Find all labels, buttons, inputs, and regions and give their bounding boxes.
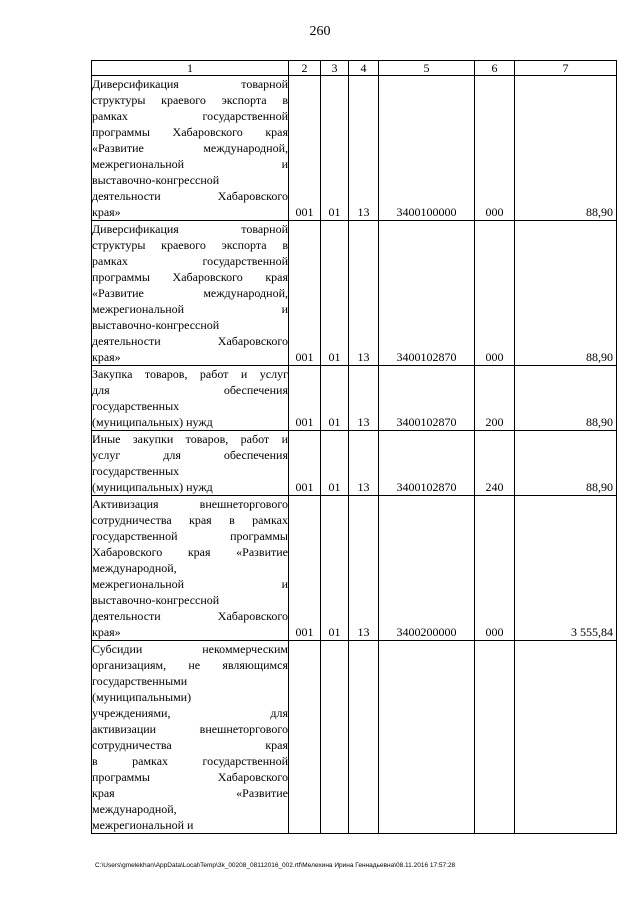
description-line: Субсидии некоммерческим — [92, 642, 288, 656]
description-line: Закупка товаров, работ и услуг — [92, 367, 288, 381]
amount-cell: 88,90 — [515, 221, 617, 366]
subsection-cell — [349, 641, 379, 834]
description-line: межрегиональной и — [92, 302, 288, 316]
table-row — [92, 76, 617, 221]
admin-code-cell: 001 — [289, 221, 321, 366]
page-number: 260 — [309, 24, 331, 39]
header-cell: 2 — [289, 61, 321, 76]
target-article-cell: 3400100000 — [379, 76, 475, 221]
description-line: Иные закупки товаров, работ и — [92, 432, 288, 446]
subsection-cell: 13 — [349, 366, 379, 431]
description-line: активизации внешнеторгового — [92, 722, 288, 736]
description-line: Диверсификация товарной — [92, 222, 288, 236]
description-line: программы Хабаровского — [92, 770, 288, 784]
section-cell: 01 — [321, 431, 349, 496]
description-line: деятельности Хабаровского — [92, 189, 288, 203]
description-line: государственных — [92, 399, 180, 413]
row-description — [92, 221, 289, 366]
section-cell: 01 — [321, 221, 349, 366]
expense-type-cell: 200 — [475, 366, 515, 431]
description-line: структуры краевого экспорта в — [92, 238, 288, 252]
amount-cell: 88,90 — [515, 431, 617, 496]
subsection-cell: 13 — [349, 76, 379, 221]
description-line: Диверсификация товарной — [92, 77, 288, 91]
description-line: межрегиональной и — [92, 157, 288, 171]
description-line: выставочно-конгрессной — [92, 173, 220, 187]
description-line: государственной программы — [92, 529, 288, 543]
subsection-cell: 13 — [349, 496, 379, 641]
description-line: организациям, не являющимся — [92, 658, 288, 672]
admin-code-cell: 001 — [289, 76, 321, 221]
section-cell: 01 — [321, 496, 349, 641]
description-line: края» — [92, 625, 121, 639]
description-line: «Развитие международной, — [92, 141, 288, 155]
description-line: (муниципальными) — [92, 690, 192, 704]
section-cell: 01 — [321, 76, 349, 221]
description-line: «Развитие международной, — [92, 286, 288, 300]
header-cell: 3 — [321, 61, 349, 76]
description-line: государственными — [92, 674, 188, 688]
admin-code-cell: 001 — [289, 431, 321, 496]
target-article-cell: 3400102870 — [379, 366, 475, 431]
description-line: края» — [92, 205, 121, 219]
description-line: сотрудничества края — [92, 738, 288, 752]
table-row — [92, 221, 617, 366]
description-line: (муниципальных) нужд — [92, 480, 213, 494]
description-line: программы Хабаровского края — [92, 270, 288, 284]
description-line: услуг для обеспечения — [92, 448, 288, 462]
amount-cell: 88,90 — [515, 366, 617, 431]
header-cell: 5 — [379, 61, 475, 76]
row-description — [92, 431, 289, 496]
admin-code-cell — [289, 641, 321, 834]
description-line: рамках государственной — [92, 109, 288, 123]
expense-type-cell: 000 — [475, 496, 515, 641]
admin-code-cell: 001 — [289, 496, 321, 641]
description-line: международной, — [92, 802, 177, 816]
file-path-footer: C:\Users\gmelekhan\AppData\Local\Temp\3k_00208_08112016_002.rtf\Мелехина Ирина Геннадьевна\08.11.2016 17:57:28 — [95, 862, 456, 869]
header-row — [92, 61, 617, 76]
expense-type-cell — [475, 641, 515, 834]
budget-table — [91, 60, 617, 834]
target-article-cell — [379, 641, 475, 834]
description-line: сотрудничества края в рамках — [92, 513, 288, 527]
table-row — [92, 431, 617, 496]
description-line: международной, — [92, 561, 177, 575]
row-description — [92, 496, 289, 641]
description-line: в рамках государственной — [92, 754, 288, 768]
row-description — [92, 366, 289, 431]
description-line: учреждениями, для — [92, 706, 288, 720]
description-line: выставочно-конгрессной — [92, 593, 220, 607]
subsection-cell: 13 — [349, 431, 379, 496]
description-line: межрегиональной и — [92, 818, 194, 832]
target-article-cell: 3400102870 — [379, 221, 475, 366]
description-line: рамках государственной — [92, 254, 288, 268]
row-description — [92, 76, 289, 221]
table-row — [92, 641, 617, 834]
description-line: для обеспечения — [92, 383, 288, 397]
description-line: Хабаровского края «Развитие — [92, 545, 288, 559]
expense-type-cell: 240 — [475, 431, 515, 496]
description-line: деятельности Хабаровского — [92, 609, 288, 623]
expense-type-cell: 000 — [475, 76, 515, 221]
description-line: выставочно-конгрессной — [92, 318, 220, 332]
description-line: края» — [92, 350, 121, 364]
description-line: государственных — [92, 464, 180, 478]
section-cell — [321, 641, 349, 834]
row-description — [92, 641, 289, 834]
header-cell: 1 — [92, 61, 289, 76]
table-row — [92, 366, 617, 431]
description-line: структуры краевого экспорта в — [92, 93, 288, 107]
table-row — [92, 496, 617, 641]
section-cell: 01 — [321, 366, 349, 431]
target-article-cell: 3400102870 — [379, 431, 475, 496]
description-line: деятельности Хабаровского — [92, 334, 288, 348]
header-cell: 6 — [475, 61, 515, 76]
admin-code-cell: 001 — [289, 366, 321, 431]
description-line: края «Развитие — [92, 786, 288, 800]
header-cell: 4 — [349, 61, 379, 76]
description-line: программы Хабаровского края — [92, 125, 288, 139]
amount-cell: 3 555,84 — [515, 496, 617, 641]
amount-cell — [515, 641, 617, 834]
expense-type-cell: 000 — [475, 221, 515, 366]
description-line: межрегиональной и — [92, 577, 288, 591]
target-article-cell: 3400200000 — [379, 496, 475, 641]
description-line: (муниципальных) нужд — [92, 415, 213, 429]
amount-cell: 88,90 — [515, 76, 617, 221]
subsection-cell: 13 — [349, 221, 379, 366]
header-cell: 7 — [515, 61, 617, 76]
description-line: Активизация внешнеторгового — [92, 497, 288, 511]
